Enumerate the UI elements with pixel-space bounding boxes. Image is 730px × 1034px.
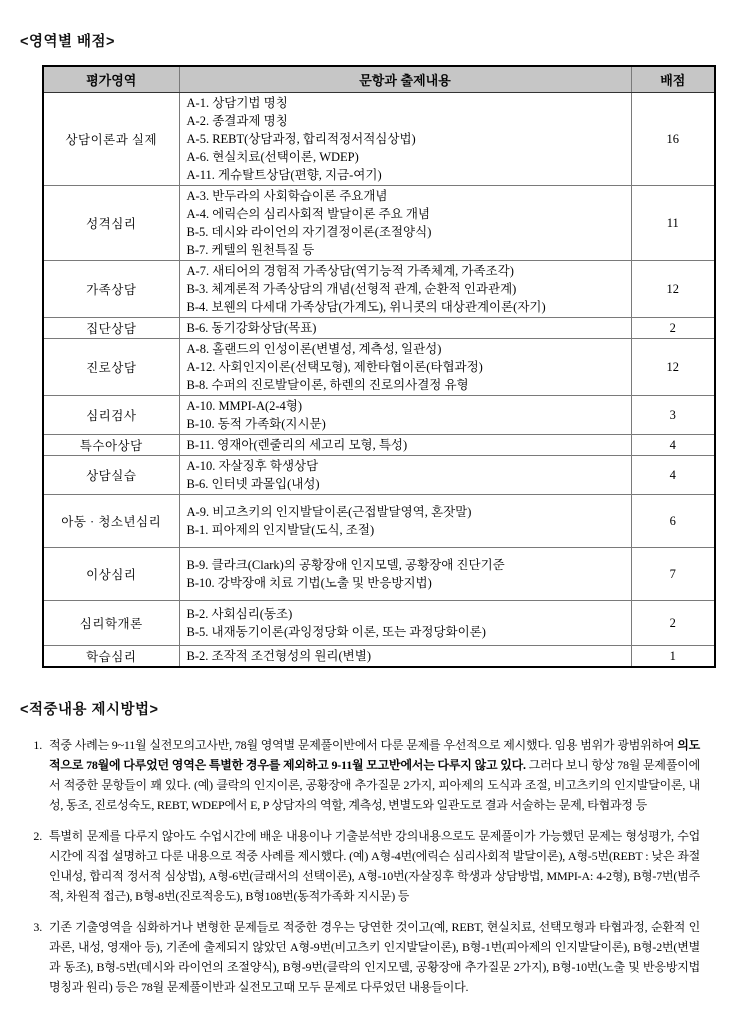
points-cell: 12 <box>631 339 715 396</box>
area-cell: 집단상담 <box>43 318 179 339</box>
table-row <box>43 261 715 318</box>
item-text: A-11. 게슈탈트상담(편향, 지금-여기) <box>186 168 382 182</box>
note-text-bold: 의도적으로 78월에 다루었던 영역은 특별한 경우를 제외하고 9-11월 모고반에서는 다루지 않고 있다. <box>49 738 700 772</box>
content-cell <box>179 339 631 396</box>
area-cell: 학습심리 <box>43 646 179 668</box>
note-number: 1. <box>33 738 42 752</box>
note-text-segment: 그러다 보니 항상 78월 문제풀이에서 적중한 문항들이 꽤 있다. (예) 클락의 인지이론, 공황장애 추가질문 2가지, 피아제의 도식과 조절, 비고츠키의 인지발달이론, 내성, 동조, 진로성숙도, REBT, WDEP에서 E, P 상담자의 역할, 계측성, 변별도와 일관도로 결과 서술하는 문제, 타협과정 등 <box>49 758 700 812</box>
item-text: A-6. 현실치료(선택이론, WDEP) <box>186 150 359 164</box>
points-cell: 2 <box>631 601 715 646</box>
item-text: B-10. 동적 가족화(지시문) <box>186 417 326 431</box>
area-cell: 가족상담 <box>43 261 179 318</box>
item-text: B-2. 조작적 조건형성의 원리(변별) <box>186 649 371 663</box>
points-cell: 3 <box>631 396 715 435</box>
item-text: B-3. 체계론적 가족상담의 개념(선형적 관계, 순환적 인과관계) <box>186 282 517 296</box>
area-cell: 진로상담 <box>43 339 179 396</box>
item-text: B-11. 영재아(렌줄리의 세고리 모형, 특성) <box>186 438 408 452</box>
area-cell: 상담실습 <box>43 456 179 495</box>
table-row <box>43 93 715 186</box>
points-cell: 2 <box>631 318 715 339</box>
item-text: B-6. 인터넷 과몰입(내성) <box>186 477 320 491</box>
area-cell: 아동 · 청소년심리 <box>43 495 179 548</box>
notes-list <box>22 735 700 997</box>
item-text: A-5. REBT(상담과정, 합리적정서적심상법) <box>186 132 416 146</box>
note-number: 2. <box>33 829 42 843</box>
note-item <box>22 826 700 906</box>
item-text: A-10. MMPI-A(2-4형) <box>186 399 303 413</box>
area-cell: 성격심리 <box>43 186 179 261</box>
area-cell: 이상심리 <box>43 548 179 601</box>
note-text <box>49 917 700 997</box>
content-cell <box>179 646 631 668</box>
table-row <box>43 396 715 435</box>
item-text: A-1. 상담기법 명칭 <box>186 96 288 110</box>
note-text-segment: 특별히 문제를 다루지 않아도 수업시간에 배운 내용이나 기출분석반 강의내용으로도 문제풀이가 가능했던 문제는 형성평가, 수업시간에 직접 설명하고 다룬 내용으로 적중 사례를 제시했다. (예) A형-4번(에릭슨 심리사회적 발달이론), A형-5번(REBT : 낮은 좌절 인내성, 합리적 정서적 심상법), A형-6번(글래서의 선택이론), A형-10번(자살징후 학생과 상담방법, MMPI-A: 4-2형), B형-7번(범주적, 차원적 접근), B형-8번(진로적응도), B형108번(동적가족화 지시문) 등 <box>49 829 700 903</box>
item-text: A-12. 사회인지이론(선택모형), 제한타협이론(타협과정) <box>186 360 483 374</box>
item-text: B-4. 보웬의 다세대 가족상담(가계도), 위니콧의 대상관계이론(자기) <box>186 300 546 314</box>
table-row <box>43 601 715 646</box>
item-text: A-4. 에릭슨의 심리사회적 발달이론 주요 개념 <box>186 207 430 221</box>
item-text: A-2. 종결과제 명칭 <box>186 114 288 128</box>
note-text-segment: 적중 사례는 9~11월 실전모의고사반, 78월 영역별 문제풀이반에서 다룬 문제를 우선적으로 제시했다. 임용 범위가 광범위하여 <box>49 738 678 752</box>
col-header-area: 평가영역 <box>43 66 179 93</box>
content-cell <box>179 548 631 601</box>
points-cell: 4 <box>631 435 715 456</box>
item-text: B-9. 클라크(Clark)의 공황장애 인지모델, 공황장애 진단기준 <box>186 558 505 572</box>
item-text: B-5. 내재동기이론(과잉정당화 이론, 또는 과정당화이론) <box>186 625 486 639</box>
content-cell <box>179 601 631 646</box>
table-row <box>43 495 715 548</box>
item-text: A-7. 새티어의 경험적 가족상담(역기능적 가족체계, 가족조각) <box>186 264 514 278</box>
allocation-section-title: <영역별 배점> <box>20 34 115 50</box>
note-number: 3. <box>33 920 42 934</box>
points-cell: 16 <box>631 93 715 186</box>
content-cell <box>179 186 631 261</box>
note-item <box>22 917 700 997</box>
area-cell: 심리학개론 <box>43 601 179 646</box>
allocation-table <box>42 65 716 668</box>
content-cell <box>179 456 631 495</box>
item-text: A-8. 홀랜드의 인성이론(변별성, 계측성, 일관성) <box>186 342 442 356</box>
content-cell <box>179 93 631 186</box>
item-text: A-9. 비고츠키의 인지발달이론(근접발달영역, 혼잣말) <box>186 505 472 519</box>
note-text <box>49 826 700 906</box>
content-cell <box>179 261 631 318</box>
col-header-content: 문항과 출제내용 <box>179 66 631 93</box>
content-cell <box>179 318 631 339</box>
table-row <box>43 435 715 456</box>
table-header-row <box>43 66 715 93</box>
table-row <box>43 548 715 601</box>
item-text: B-5. 데시와 라이언의 자기결정이론(조절양식) <box>186 225 432 239</box>
points-cell: 11 <box>631 186 715 261</box>
table-row <box>43 318 715 339</box>
table-row <box>43 339 715 396</box>
points-cell: 7 <box>631 548 715 601</box>
area-cell: 상담이론과 실제 <box>43 93 179 186</box>
points-cell: 12 <box>631 261 715 318</box>
area-cell: 심리검사 <box>43 396 179 435</box>
item-text: B-7. 케텔의 원천특질 등 <box>186 243 315 257</box>
table-row <box>43 456 715 495</box>
content-cell <box>179 396 631 435</box>
item-text: A-10. 자살징후 학생상담 <box>186 459 319 473</box>
points-cell: 1 <box>631 646 715 668</box>
item-text: B-2. 사회심리(동조) <box>186 607 293 621</box>
table-row <box>43 186 715 261</box>
method-section-title: <적중내용 제시방법> <box>20 702 159 718</box>
item-text: A-3. 반두라의 사회학습이론 주요개념 <box>186 189 388 203</box>
table-row <box>43 646 715 668</box>
content-cell <box>179 495 631 548</box>
note-text-segment: 기존 기출영역을 심화하거나 변형한 문제들로 적중한 경우는 당연한 것이고(예, REBT, 현실치료, 선택모형과 타협과정, 순환적 인과론, 내성, 영재아 등), 기존에 출제되지 않았던 A형-9번(비고츠키 인지발달이론), B형-1번(피아제의 인지발달이론), B형-2번(변별과 동조), B형-5번(데시와 라이언의 조절양식), B형-9번(클락의 인지모델, 공황장애 추가질문 2가지), B형-10번(노출 및 반응방지법 명칭과 원리) 등은 78월 문제풀이반과 실전모고때 모두 문제로 다루었던 내용들이다. <box>49 920 700 994</box>
note-text <box>49 735 700 815</box>
area-cell: 특수아상담 <box>43 435 179 456</box>
item-text: B-10. 강박장애 치료 기법(노출 및 반응방지법) <box>186 576 432 590</box>
note-item <box>22 735 700 815</box>
content-cell <box>179 435 631 456</box>
col-header-points: 배점 <box>631 66 715 93</box>
item-text: B-8. 수퍼의 진로발달이론, 하렌의 진로의사결정 유형 <box>186 378 469 392</box>
points-cell: 4 <box>631 456 715 495</box>
item-text: B-6. 동기강화상담(목표) <box>186 321 317 335</box>
points-cell: 6 <box>631 495 715 548</box>
item-text: B-1. 피아제의 인지발달(도식, 조절) <box>186 523 375 537</box>
